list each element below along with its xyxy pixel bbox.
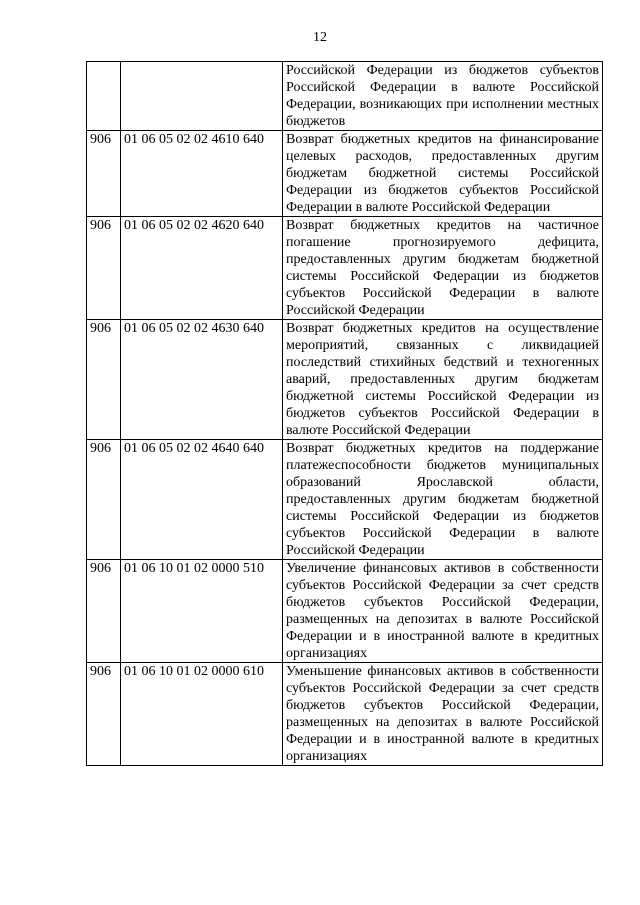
admin-code-cell: 906 — [87, 217, 121, 320]
admin-code-cell: 906 — [87, 440, 121, 560]
budget-code-cell: 01 06 05 02 02 4620 640 — [121, 217, 283, 320]
admin-code-cell — [87, 62, 121, 131]
description-cell: Увеличение финансовых активов в собственности субъектов Российской Федерации за счет средств бюджетов субъектов Российской Федерации, размещенных на депозитах в валюте Российской Федерации и в иностранной валюте в кредитных организациях — [283, 560, 603, 663]
budget-code-cell: 01 06 05 02 02 4640 640 — [121, 440, 283, 560]
table-row — [87, 217, 603, 320]
table-row — [87, 440, 603, 560]
description-cell: Российской Федерации из бюджетов субъектов Российской Федерации в валюте Российской Федерации, возникающих при исполнении местных бюджетов — [283, 62, 603, 131]
admin-code-cell: 906 — [87, 560, 121, 663]
budget-code-cell — [121, 62, 283, 131]
description-cell: Возврат бюджетных кредитов на осуществление мероприятий, связанных с ликвидацией последствий стихийных бедствий и техногенных аварий, предоставленных другим бюджетам бюджетной системы Российской Федерации из бюджетов субъектов Российской Федерации в валюте Российской Федерации — [283, 320, 603, 440]
page-number: 12 — [313, 30, 327, 45]
table-row — [87, 320, 603, 440]
budget-code-cell: 01 06 10 01 02 0000 510 — [121, 560, 283, 663]
budget-code-cell: 01 06 10 01 02 0000 610 — [121, 663, 283, 766]
table-row — [87, 663, 603, 766]
table-row — [87, 62, 603, 131]
admin-code-cell: 906 — [87, 320, 121, 440]
budget-code-cell: 01 06 05 02 02 4630 640 — [121, 320, 283, 440]
description-cell: Уменьшение финансовых активов в собственности субъектов Российской Федерации за счет средств бюджетов субъектов Российской Федерации, размещенных на депозитах в валюте Российской Федерации и в иностранной валюте в кредитных организациях — [283, 663, 603, 766]
admin-code-cell: 906 — [87, 663, 121, 766]
budget-table — [86, 61, 603, 766]
description-cell: Возврат бюджетных кредитов на финансирование целевых расходов, предоставленных другим бюджетам бюджетной системы Российской Федерации из бюджетов субъектов Российской Федерации в валюте Российской Федерации — [283, 131, 603, 217]
description-cell: Возврат бюджетных кредитов на частичное погашение прогнозируемого дефицита, предоставленных другим бюджетам бюджетной системы Российской Федерации из бюджетов субъектов Российской Федерации в валюте Российской Федерации — [283, 217, 603, 320]
description-cell: Возврат бюджетных кредитов на поддержание платежеспособности бюджетов муниципальных образований Ярославской области, предоставленных другим бюджетам бюджетной системы Российской Федерации из бюджетов субъектов Российской Федерации в валюте Российской Федерации — [283, 440, 603, 560]
table-row — [87, 560, 603, 663]
admin-code-cell: 906 — [87, 131, 121, 217]
table-row — [87, 131, 603, 217]
budget-code-cell: 01 06 05 02 02 4610 640 — [121, 131, 283, 217]
